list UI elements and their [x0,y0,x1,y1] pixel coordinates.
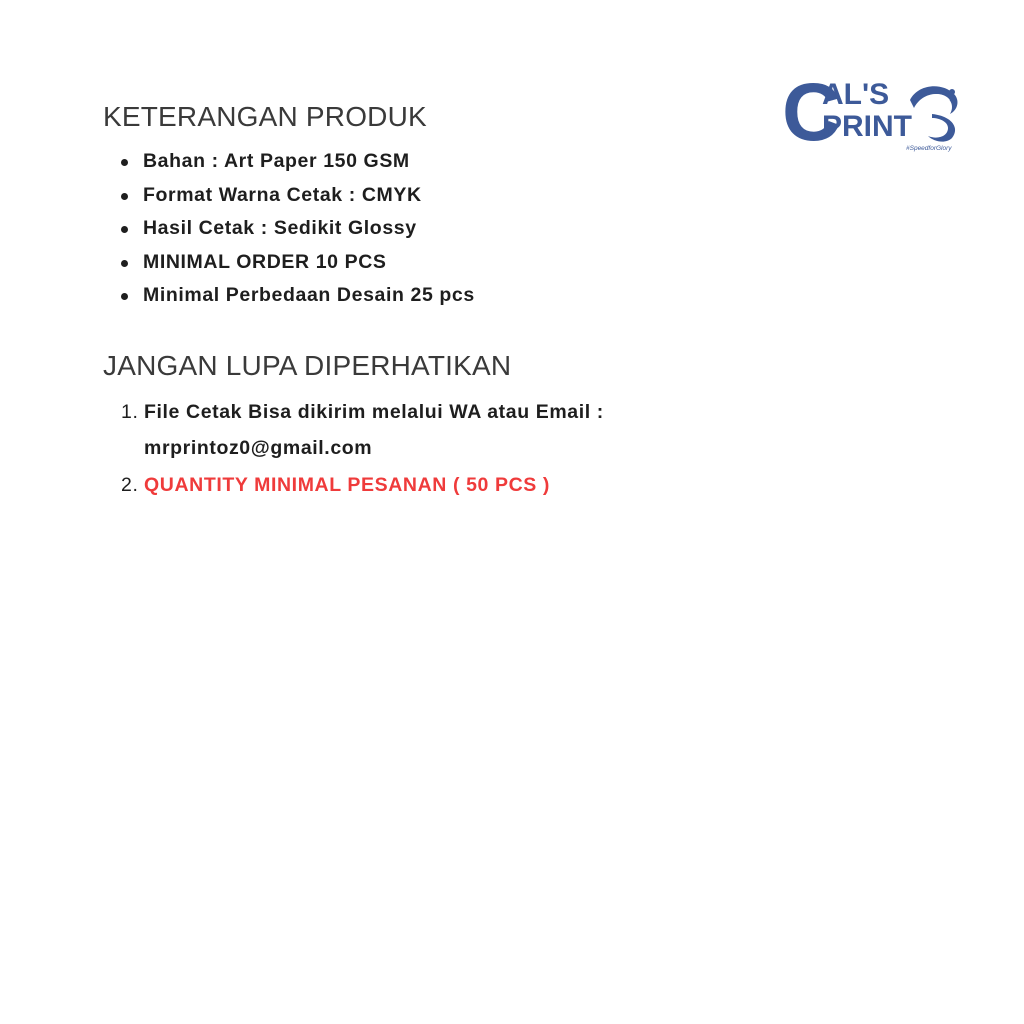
wave-icon [910,86,957,141]
logo-graphic [782,70,962,154]
list-item-text: Bahan : Art Paper 150 GSM [143,150,410,172]
bullet-icon [121,193,128,200]
list-item [118,246,475,280]
section-title-product: KETERANGAN PRODUK [103,101,427,132]
list-item [118,212,475,246]
cals-print-logo [782,70,962,154]
bullet-icon [121,159,128,166]
bullet-icon [121,293,128,300]
list-item-text: Format Warna Cetak : CMYK [143,183,422,206]
bullet-icon [121,260,128,267]
list-item-text-warning: QUANTITY MINIMAL PESANAN ( 50 PCS ) [144,474,550,496]
logo-text-top: AL'S [822,78,890,111]
list-item-text: File Cetak Bisa dikirim melalui WA atau Email : [144,401,604,423]
list-item-text: Minimal Perbedaan Desain 25 pcs [143,284,475,307]
section-title-notes: JANGAN LUPA DIPERHATIKAN [103,350,512,381]
logo-text-bottom: PRINT [822,110,912,143]
list-item [118,394,604,466]
bullet-icon [121,226,128,233]
product-details-list [118,145,475,313]
list-item-text: Hasil Cetak : Sedikit Glossy [143,217,417,240]
list-item [118,467,604,503]
notes-list [118,394,604,503]
list-item-text: MINIMAL ORDER 10 PCS [143,250,387,273]
list-item [118,179,475,213]
list-item-number: 1. [121,401,139,423]
logo-letter-c: C [782,70,842,154]
email-link[interactable]: mrprintoz0@gmail.com [144,437,373,459]
list-item [118,279,475,313]
list-item [118,145,475,179]
list-item-number: 2. [121,474,139,496]
logo-tagline: #SpeedforGlory [906,145,952,152]
